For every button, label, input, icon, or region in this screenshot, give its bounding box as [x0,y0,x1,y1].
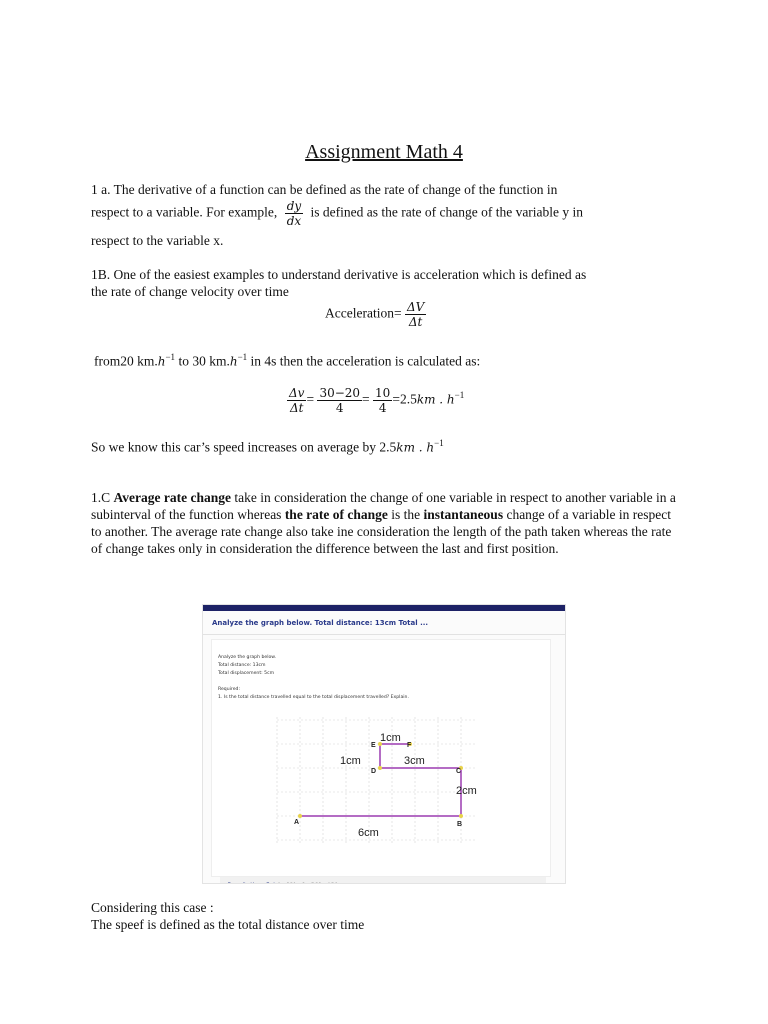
q1b-line1: 1B. One of the easiest examples to understand derivative is acceleration which is defined as [91,267,587,282]
label-left-1cm: 1cm [340,755,361,767]
eq-exp: −1 [454,390,465,401]
from-part-b: to 30 km. [175,353,230,369]
from-h2: h [229,354,238,369]
accel-num: ΔV [406,300,425,314]
q1a-line3: respect to the variable x. [91,233,224,248]
so-text: So we know this car’s speed increases on average by 2.5 [91,439,397,455]
q1c-p1: 1.C [91,490,114,505]
shot-line1: Analyze the graph below. [218,655,277,660]
distance-graph [212,640,550,876]
page-title: Assignment Math 4 [305,141,463,163]
point-b [459,814,463,818]
eq-den2: 4 [335,401,344,415]
from-h1: h [157,354,166,369]
screenshot-divider [203,634,565,635]
label-F: F [407,742,412,749]
transcribed-text-bar [220,877,546,884]
q1c-bold-average-rate: Average rate change [113,490,231,505]
eq-den1: Δt [289,401,304,415]
q1c-paragraph [91,489,681,557]
from-exp2: −1 [237,352,248,362]
so-exp: −1 [434,438,444,448]
footer-label: Transcribed Image Text: [228,882,277,884]
q1a-line1: 1 a. The derivative of a function can be defined as the rate of change of the function in [91,182,558,197]
shot-question: 1. Is the total distance travelled equal to the total displacement travelled? Explain. [218,695,409,700]
eq-den3: 4 [378,401,387,415]
q1c-bold-instantaneous: instantaneous [423,507,504,522]
acceleration-formula [325,300,426,329]
q1b-line2: the rate of change velocity over time [91,284,289,299]
closing-line1: Considering this case : [91,900,214,915]
shot-required: Required: [218,687,240,692]
accel-den: Δt [408,315,423,329]
path-line [300,744,461,816]
from-line [94,352,480,370]
label-bottom-6cm: 6cm [358,827,379,839]
embedded-question-screenshot [202,604,566,884]
from-part-c: in 4s then the acceleration is calculated as: [247,353,481,369]
so-line [91,438,444,456]
label-mid-3cm: 3cm [404,755,425,767]
acceleration-calculation [287,386,464,415]
label-right-2cm: 2cm [456,785,477,797]
q1a-line2 [91,199,583,228]
label-E: E [371,742,376,749]
point-a [298,814,302,818]
footer-text: 1cm E F 1cm 3cm D C 2cm A B 6cm [278,882,343,884]
accel-label: Acceleration= [325,305,402,321]
graph-grid [277,717,477,844]
q1c-p4: change of a variable in respect to another. The average rate change also take ine consideration the length of the path taken whereas the rate of change takes only in consideration the difference between the last and first position. [91,507,672,556]
eq-num1: Δv [289,386,305,400]
accel-fraction [405,300,426,329]
q1c-p3: is the [387,507,424,522]
point-d [378,766,382,770]
q1a-line2-pre: respect to a variable. For example, [91,204,278,220]
label-top-1cm: 1cm [380,732,401,744]
q1a-line2-post: is defined as the rate of change of the variable y in [310,204,584,220]
eq-unit: km . h [416,392,455,407]
screenshot-top-bar [203,605,565,611]
label-B: B [457,821,463,828]
so-unit: km . h [396,440,435,455]
eq-num2: 30−20 [319,386,361,400]
shot-line3: Total displacement: 5cm [218,671,275,676]
eq-equals1: = [306,391,315,407]
label-C: C [456,768,462,775]
shot-line2: Total distance: 13cm [218,663,266,668]
eq-num3: 10 [375,386,391,400]
eq-frac1 [287,386,306,415]
frac-num: dy [286,199,302,213]
from-exp1: −1 [165,352,176,362]
q1c-p2: take in consideration the change of one variable in respect to another variable in a subinterval of the function whereas [91,490,676,522]
label-D: D [371,768,377,775]
screenshot-header: Analyze the graph below. Total distance: 13cm Total ... [212,619,429,627]
eq-result: =2.5 [392,391,417,407]
dy-dx-fraction [285,199,303,228]
from-part-a: from20 km. [94,353,158,369]
screenshot-card [211,639,551,884]
eq-equals2: = [362,391,370,407]
label-A: A [294,819,300,826]
closing-line2: The speef is defined as the total distance over time [91,917,365,932]
eq-frac3 [373,386,392,415]
eq-frac2 [317,386,362,415]
q1c-bold-rate-of-change: the rate of change [284,507,388,522]
frac-den: dx [286,214,302,228]
